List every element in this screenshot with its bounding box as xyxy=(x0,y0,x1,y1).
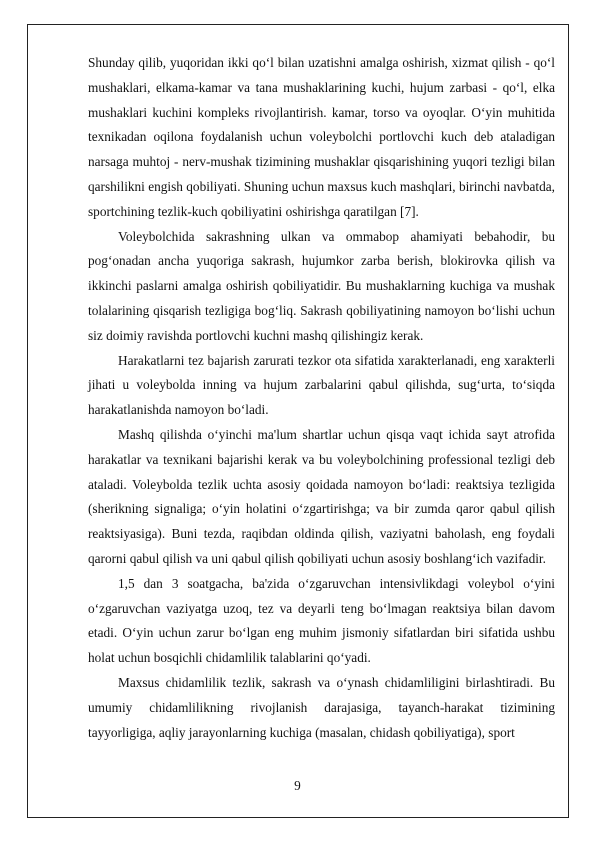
paragraph: Mashq qilishda o‘yinchi ma'lum shartlar uchun qisqa vaqt ichida sayt atrofida harakatlar va texnikani bajarishi kerak va bu voleybolchining professional tezligi deb ataladi. Voleybolda tezlik uchta asosiy qoidada namoyon bo‘ladi: reaktsiya tezligida (sherikning signaliga; o‘yin holatini o‘zgartirishga; va bir zumda qaror qabul qilish reaktsiyasiga). Buni tezda, raqibdan oldinda qilish, vaziyatni baholash, eng foydali qarorni qabul qilish va uni qabul qilish qobiliyati uchun asosiy boshlang‘ich vazifadir. xyxy=(88,426,555,566)
paragraph: 1,5 dan 3 soatgacha, ba'zida o‘zgaruvchan intensivlikdagi voleybol o‘yini o‘zgaruvchan vaziyatga uzoq, tez va deyarli teng bo‘lmagan reaktsiya bilan davom etadi. O‘yin uchun zarur bo‘lgan eng muhim jismoniy sifatlardan biri sifatida ushbu holat uchun bosqichli chidamlilik talablarini qo‘yadi. xyxy=(88,575,555,666)
paragraph: Voleybolchida sakrashning ulkan va ommabop ahamiyati bebahodir, bu pog‘onadan ancha yuqoriga sakrash, hujumkor zarba berish, blokirovka qilish va ikkinchi paslarni amalga oshirish qobiliyatidir. Bu mushaklarning kuchiga va mushak tolalarining qisqarish tezligiga bog‘liq. Sakrash qobiliyatining namoyon bo‘lishi uchun siz doimiy ravishda portlovchi kuchni mashq qilishingiz kerak. xyxy=(88,228,555,343)
paragraph: Maxsus chidamlilik tezlik, sakrash va o‘ynash chidamliligini birlashtiradi. Bu umumiy chidamlilikning rivojlanish darajasiga, tayanch-harakat tizimining tayyorligiga, aqliy jarayonlarning kuchiga (masalan, chidash qobiliyatiga), sport xyxy=(88,674,555,740)
page-number: 9 xyxy=(294,778,301,793)
paragraph: Shunday qilib, yuqoridan ikki qo‘l bilan uzatishni amalga oshirish, xizmat qilish - qo‘l mushaklari, elkama-kamar va tana mushaklarining kuchi, hujum zarbasi - qo‘l, elka mushaklari kuchini kompleks rivojlantirish. kamar, torso va oyoqlar. O‘yin muhitida texnikadan oqilona foydalanish uchun voleybolchi portlovchi kuch deb ataladigan narsaga muhtoj - nerv-mushak tizimining mushaklar qisqarishining yuqori tezligi bilan qarshilikni engish qobiliyati. Shuning uchun maxsus kuch mashqlari, birinchi navbatda, sportchining tezlik-kuch qobiliyatini oshirishga qaratilgan [7]. xyxy=(88,55,555,219)
document-body xyxy=(88,51,555,745)
paragraph: Harakatlarni tez bajarish zarurati tezkor ota sifatida xarakterlanadi, eng xarakterli jihati u voleybolda inning va hujum zarbalarini qabul qilishda, sug‘urta, to‘siqda harakatlanishda namoyon bo‘ladi. xyxy=(88,352,555,418)
